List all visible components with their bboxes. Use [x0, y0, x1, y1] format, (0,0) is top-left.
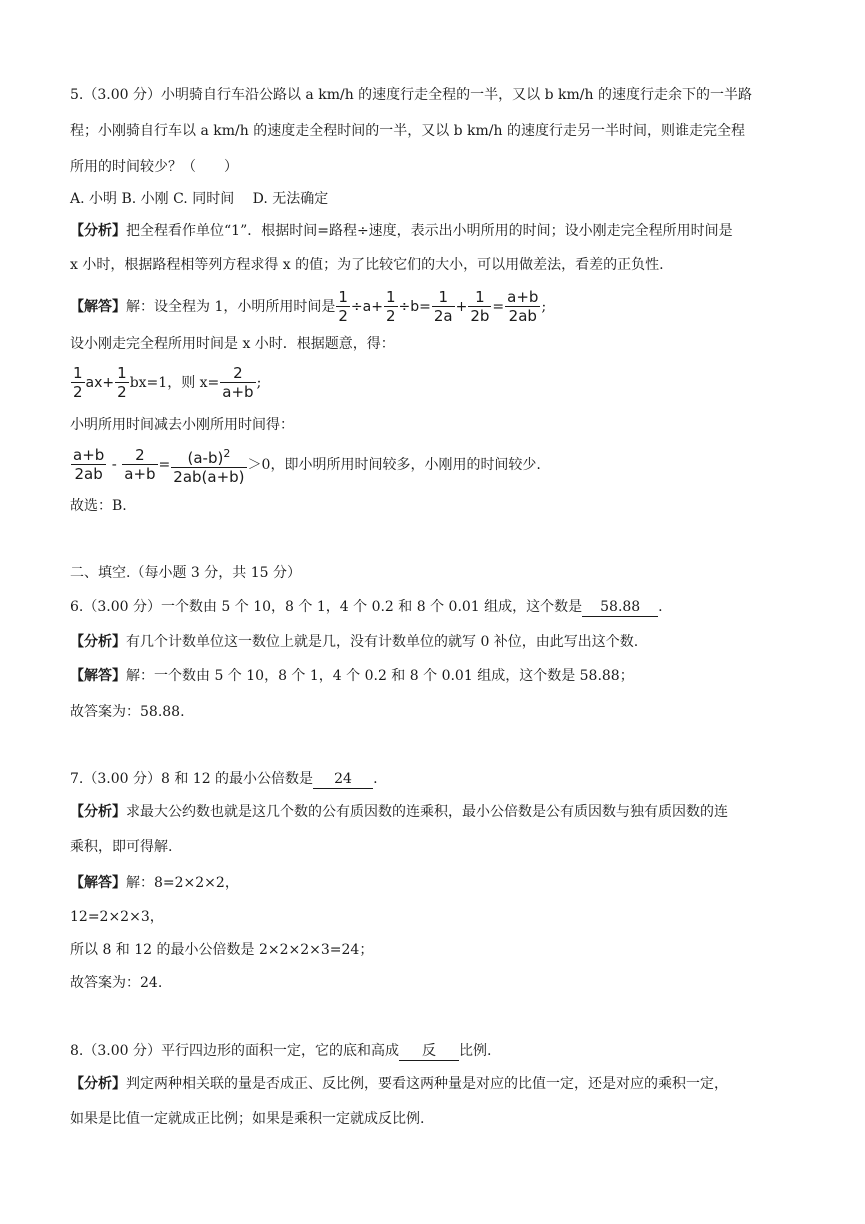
fraction-sum-2: $\frac{a+b}{2ab}$ [73, 446, 105, 483]
semicolon: ; [256, 375, 262, 391]
fraction-half-1: $\frac{1}{2}$ [338, 288, 348, 325]
analysis-tag: 【分析】 [70, 634, 126, 650]
q7-final-answer: 故答案为：24. [70, 975, 163, 991]
q8-analysis-line-2: 如果是比值一定就成正比例；如果是乘积一定就成反比例. [70, 1111, 425, 1127]
solution-tag: 【解答】 [70, 668, 126, 684]
q5-solution-line-2: 设小刚走完全程所用时间是 x 小时．根据题意，得： [70, 336, 395, 352]
q5-solution-text: 解：设全程为 1，小明所用时间是 [126, 299, 336, 315]
fraction-x-value-2: $\frac{2}{a+b}$ [124, 446, 156, 483]
q5-solution-line-4: 小明所用时间减去小刚所用时间得： [70, 417, 294, 433]
q5-solution-line-5 [70, 444, 541, 486]
fraction-sum: $\frac{a+b}{2ab}$ [507, 288, 539, 325]
fraction-half-3: $\frac{1}{2}$ [73, 364, 83, 401]
q7-analysis-line-1: 【分析】求最大公约数也就是这几个数的公有质因数的连乘积，最小公倍数是公有质因数与独有质因数的连 [70, 804, 728, 820]
q5-stem-line-3: 所用的时间较少？（ ） [70, 159, 238, 175]
divide-a: ÷a+ [350, 299, 383, 315]
q5-analysis-text-1: 把全程看作单位“1”．根据时间=路程÷速度，表示出小明所用的时间；设小刚走完全程所用时间是 [126, 223, 733, 239]
minus-sign: - [107, 457, 122, 473]
analysis-tag: 【分析】 [70, 1076, 126, 1092]
q5-analysis-line-1 [70, 221, 733, 241]
fraction-1-2b: $\frac{1}{2b}$ [470, 288, 490, 325]
q5-solution-line-3 [70, 362, 261, 404]
q5-analysis-line-2: x 小时，根据路程相等列方程求得 x 的值；为了比较它们的大小，可以用做差法，看差的正负性. [70, 257, 664, 273]
q6-stem: 6.（3.00 分）一个数由 5 个 10，8 个 1，4 个 0.2 和 8 个 0.01 组成，这个数是 58.88 . [70, 599, 663, 615]
q5-conclusion: ＞0，即小明所用时间较多，小刚用的时间较少. [247, 457, 541, 473]
q5-stem-line-2: 程；小刚骑自行车以 a km/h 的速度走全程时间的一半，又以 b km/h 的速度行走另一半时间，则谁走完全程 [70, 123, 745, 139]
solution-tag: 【解答】 [70, 875, 126, 891]
fraction-x-value: $\frac{2}{a+b}$ [222, 364, 254, 401]
equals-sign-2: = [158, 457, 171, 473]
semicolon: ; [541, 299, 547, 315]
q7-stem: 7.（3.00 分）8 和 12 的最小公倍数是 24 . [70, 771, 378, 787]
q6-solution: 【解答】解：一个数由 5 个 10，8 个 1，4 个 0.2 和 8 个 0.01 组成，这个数是 58.88； [70, 668, 634, 684]
q8-answer-blank: 反 [399, 1042, 459, 1061]
fraction-half-4: $\frac{1}{2}$ [117, 364, 127, 401]
q6-analysis: 【分析】有几个计数单位这一数位上就是几，没有计数单位的就写 0 补位，由此写出这个数. [70, 634, 639, 650]
q5-stem-line-1: 5.（3.00 分）小明骑自行车沿公路以 a km/h 的速度行走全程的一半，又以 b km/h 的速度行走余下的一半路 [70, 87, 752, 103]
q7-solution-line-3: 所以 8 和 12 的最小公倍数是 2×2×2×3=24； [70, 942, 374, 958]
solution-tag: 【解答】 [70, 299, 126, 315]
q8-analysis-line-1: 【分析】判定两种相关联的量是否成正、反比例，要看这两种量是对应的比值一定，还是对应的乘积一定， [70, 1076, 728, 1092]
q5-choice: 故选：B. [70, 498, 127, 514]
ax-plus: ax+ [85, 375, 115, 391]
q7-solution-line-1: 【解答】解：8=2×2×2， [70, 875, 239, 891]
bx-equation: bx=1，则 x= [129, 375, 220, 391]
q7-answer-blank: 24 [313, 770, 373, 789]
fraction-half-2: $\frac{1}{2}$ [385, 288, 396, 325]
q5-solution-line-1 [70, 286, 546, 328]
q6-final-answer: 故答案为：58.88. [70, 704, 185, 720]
fraction-1-2a: $\frac{1}{2a}$ [433, 288, 453, 325]
analysis-tag: 【分析】 [70, 804, 126, 820]
q5-options: A. 小明 B. 小刚 C. 同时间 D. 无法确定 [70, 191, 329, 207]
section-2-heading: 二、填空.（每小题 3 分，共 15 分） [70, 565, 301, 581]
q8-stem: 8.（3.00 分）平行四边形的面积一定，它的底和高成 反 比例. [70, 1043, 492, 1059]
q6-answer-blank: 58.88 [582, 598, 658, 617]
plus-sign: + [455, 299, 468, 315]
divide-b: ÷b= [398, 299, 431, 315]
q7-analysis-line-2: 乘积，即可得解. [70, 839, 173, 855]
equals-sign: = [492, 299, 505, 315]
fraction-difference: $\frac{(a-b)^2}{2ab(a+b)}$ [173, 446, 245, 486]
analysis-tag: 【分析】 [70, 223, 126, 239]
q7-solution-line-2: 12=2×2×3， [70, 909, 164, 925]
